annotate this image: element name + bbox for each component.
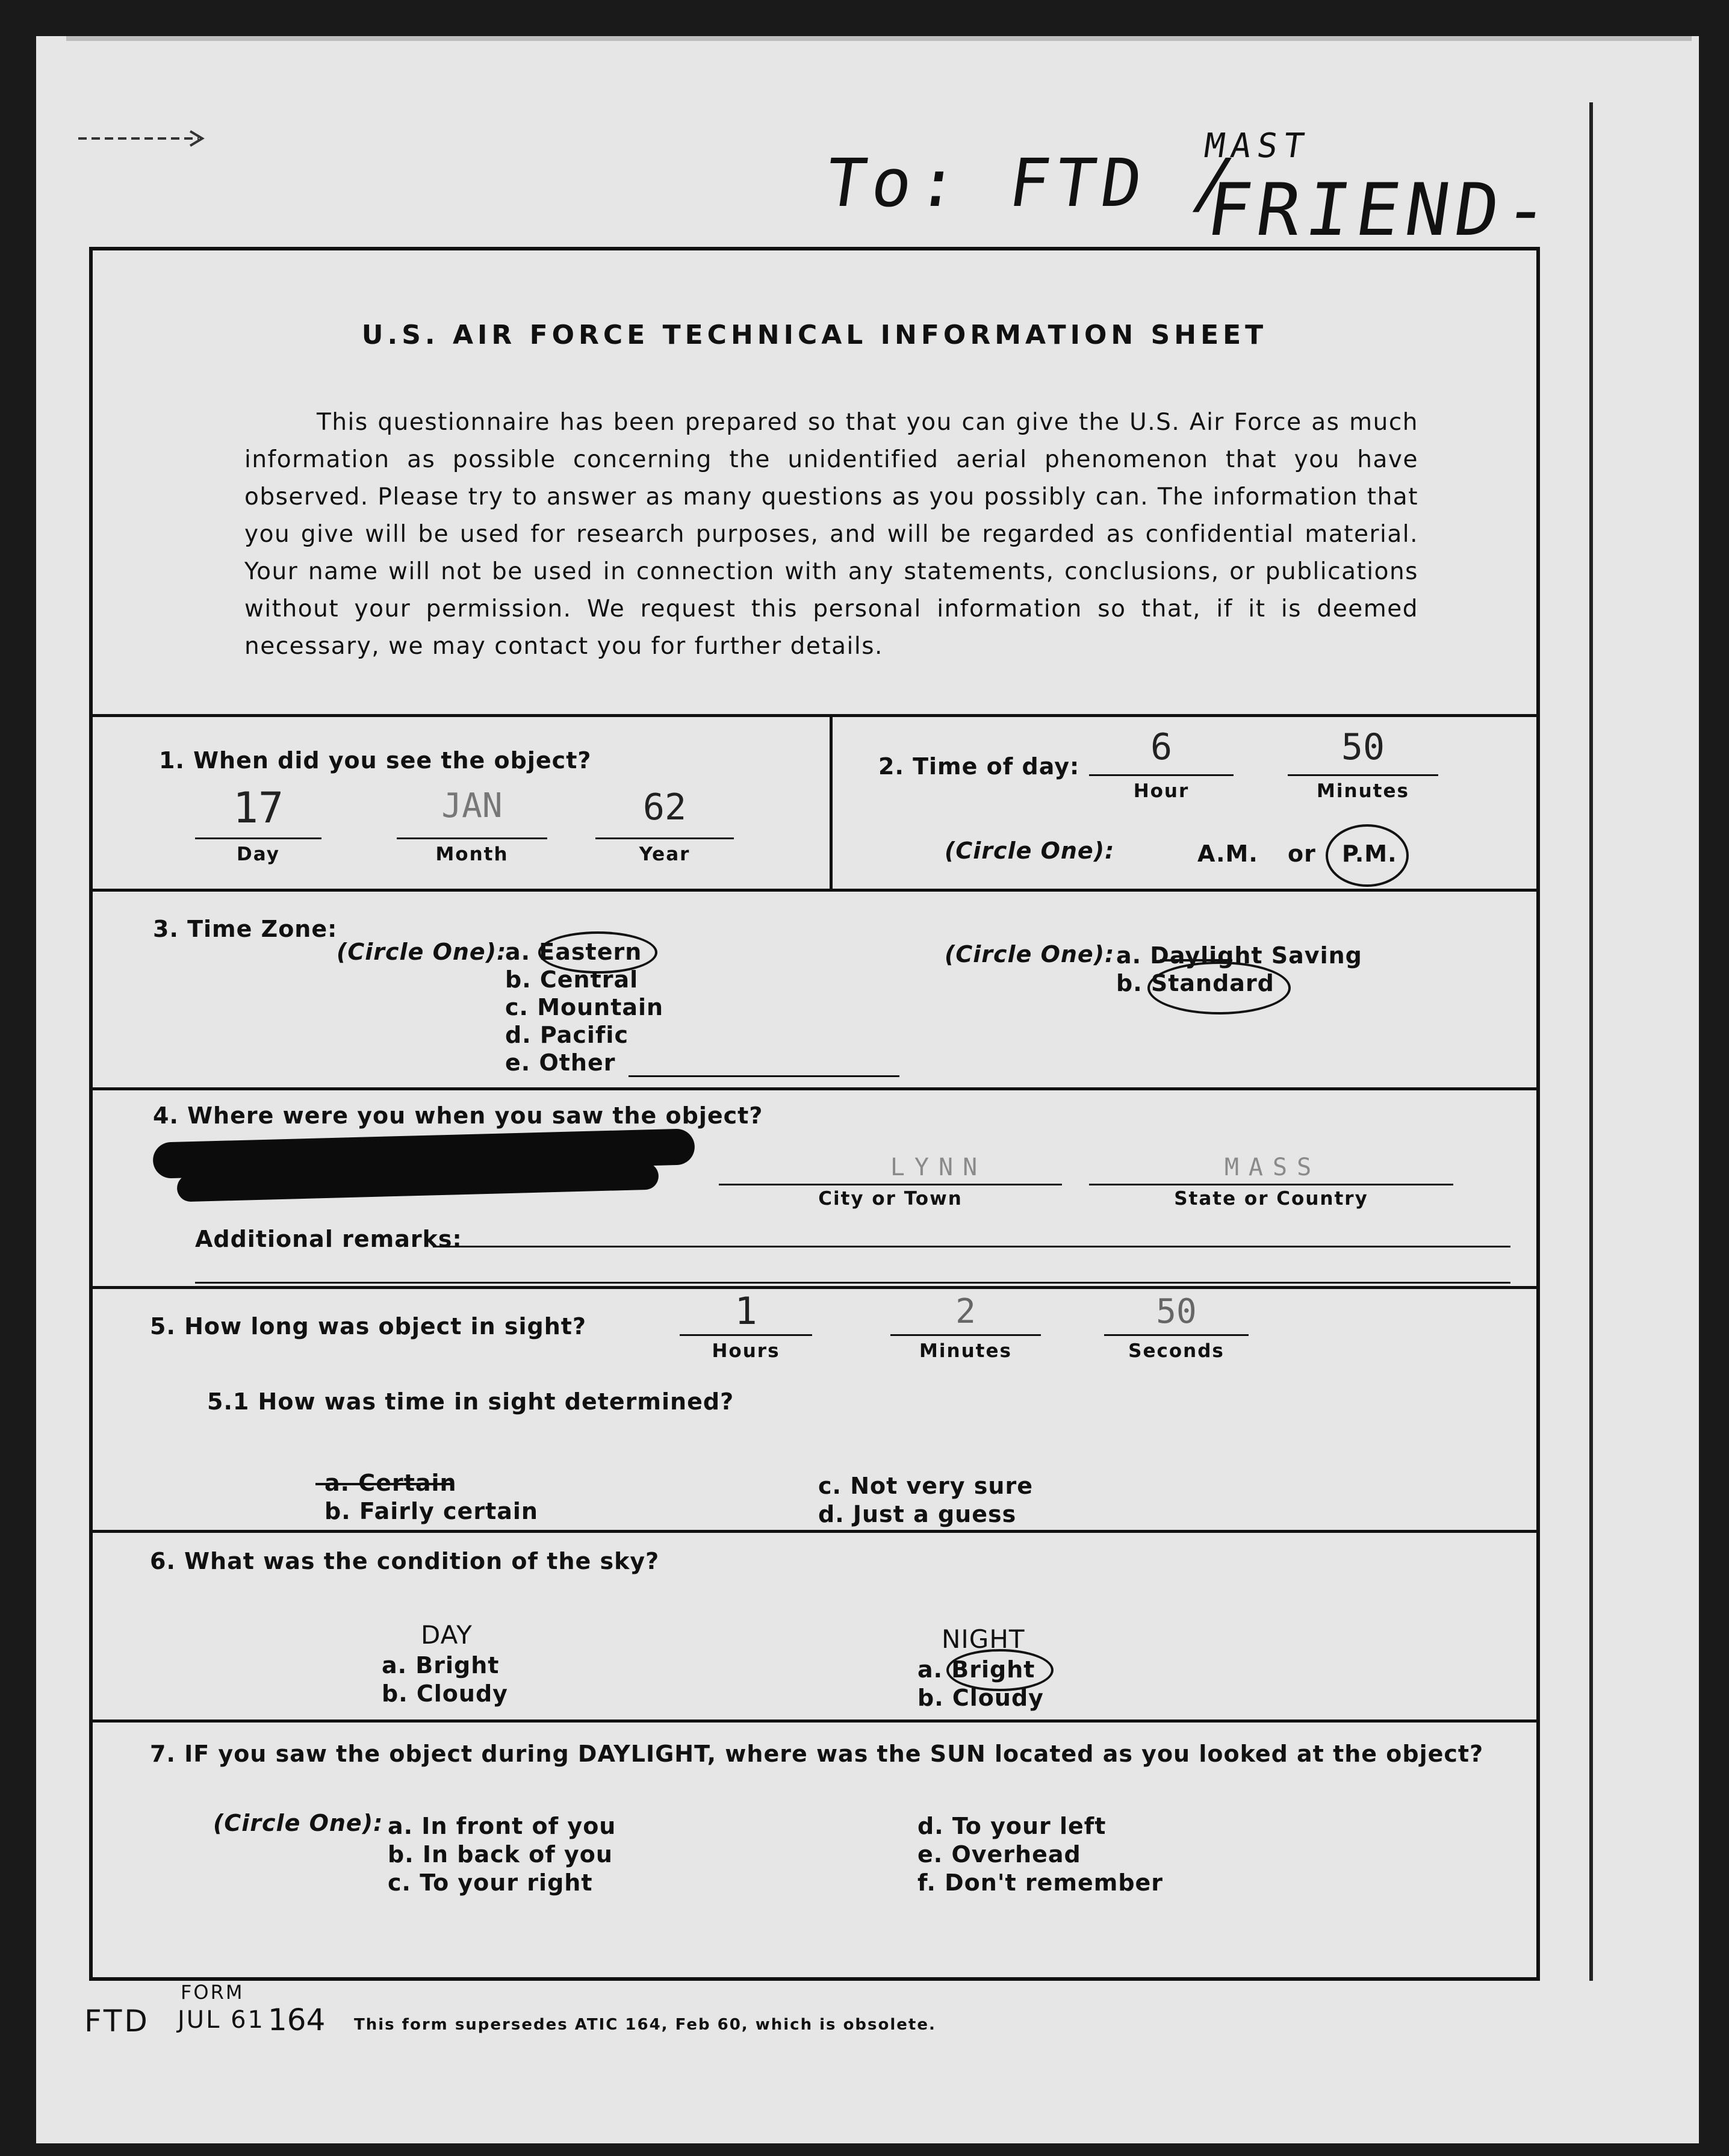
q2-minutes-value[interactable]: 50 (1341, 726, 1385, 768)
q2-minutes-line (1288, 774, 1438, 776)
q1-month-value[interactable]: JAN (441, 786, 503, 825)
footer-form-number: 164 (268, 2002, 326, 2037)
q4-state-value[interactable]: MASS (1224, 1154, 1321, 1181)
q6-question: 6. What was the condition of the sky? (150, 1548, 660, 1574)
q4-city-line (719, 1184, 1062, 1185)
q3-circle-one: (Circle One): (337, 939, 507, 965)
q3-question: 3. Time Zone: (153, 916, 338, 942)
q3-standard-circled-mark (1147, 962, 1291, 1014)
q3-zone-central[interactable]: b. Central (505, 966, 639, 993)
q2-or: or (1288, 840, 1316, 867)
q1-year-label: Year (639, 843, 691, 865)
q7-circle-one: (Circle One): (213, 1810, 383, 1836)
q5-question: 5. How long was object in sight? (150, 1313, 586, 1340)
q4-question: 4. Where were you when you saw the object? (153, 1102, 763, 1129)
q2-question: 2. Time of day: (878, 753, 1080, 780)
q5-minutes-line (890, 1334, 1041, 1336)
footer-form-label: FORM (181, 1981, 244, 2004)
q7-option-right[interactable]: c. To your right (388, 1869, 593, 1896)
q3-standard[interactable]: b. Standard (1116, 970, 1274, 996)
q4-city-label: City or Town (818, 1188, 963, 1210)
q2-hour-label: Hour (1133, 780, 1190, 802)
q1-month-label: Month (435, 843, 509, 865)
q7-option-front[interactable]: a. In front of you (388, 1813, 616, 1839)
q1-day-label: Day (237, 843, 280, 865)
q4-remarks-line-2[interactable] (195, 1282, 1510, 1284)
handwritten-small-note: MAST (1202, 126, 1313, 166)
handwritten-routing-note (816, 126, 1617, 259)
q3-other-line (629, 1075, 899, 1077)
q5-option-just-a-guess[interactable]: d. Just a guess (818, 1501, 1017, 1527)
footer-date: JUL 61 (178, 2006, 265, 2034)
q5-seconds-label: Seconds (1128, 1340, 1225, 1362)
q1-year-line (595, 837, 734, 839)
q6-night-cloudy[interactable]: b. Cloudy (917, 1685, 1044, 1711)
section-q5 (93, 1286, 1536, 1530)
q3-daylight-saving[interactable]: a. Daylight Saving (1116, 942, 1362, 969)
form-footer (84, 1981, 1288, 2053)
form-title: U.S. AIR FORCE TECHNICAL INFORMATION SHEET (361, 320, 1268, 350)
q7-option-left[interactable]: d. To your left (917, 1813, 1107, 1839)
q1-month-line (397, 837, 547, 839)
handwritten-name: FRIEND- (1202, 169, 1560, 252)
q5-hours-value[interactable]: 1 (734, 1289, 757, 1333)
q6-day-bright[interactable]: a. Bright (382, 1652, 500, 1679)
q5-option-fairly-certain[interactable]: b. Fairly certain (324, 1498, 538, 1524)
form-intro-text: This questionnaire has been prepared so that you can give the U.S. Air Force as much information as possible concerning the unidentified aerial phenomenon that you have observed. Please try to answer as many questions as you possibly can. The information that you give will be used for research purposes, and will be regarded as confidential material. Your name will not be used in connection with any statements, conclusions, or publications without your permission. We request this personal information so that, if it is deemed necessary, we may contact you for further details. (244, 409, 1418, 660)
q1-day-value[interactable]: 17 (232, 783, 284, 833)
arrow-icon (78, 126, 211, 151)
q6-day-cloudy[interactable]: b. Cloudy (382, 1680, 508, 1707)
q5-hours-label: Hours (712, 1340, 780, 1362)
section-q4 (93, 1087, 1536, 1286)
q7-option-dont-remember[interactable]: f. Don't remember (917, 1869, 1164, 1896)
q5-option-not-very-sure[interactable]: c. Not very sure (818, 1473, 1033, 1499)
q7-option-back[interactable]: b. In back of you (388, 1841, 613, 1868)
q5-seconds-value[interactable]: 50 (1156, 1292, 1197, 1331)
q2-pm-circled-mark (1326, 824, 1409, 887)
q7-option-overhead[interactable]: e. Overhead (917, 1841, 1081, 1868)
q1-year-value[interactable]: 62 (642, 786, 687, 828)
q6-day-heading: DAY (421, 1620, 473, 1650)
q3-circle-one-2: (Circle One): (945, 941, 1115, 968)
q5-option-certain[interactable]: a. Certain (324, 1470, 457, 1496)
q5-minutes-label: Minutes (919, 1340, 1012, 1362)
q2-pm-option[interactable]: P.M. (1342, 840, 1397, 867)
q3-zone-other[interactable]: e. Other (505, 1049, 616, 1076)
section-q1-q2 (93, 714, 1536, 889)
section-q6 (93, 1530, 1536, 1720)
technical-information-form (89, 247, 1540, 1981)
q2-minutes-label: Minutes (1317, 780, 1409, 802)
q2-circle-one: (Circle One): (945, 837, 1115, 864)
page-edge-line (1589, 102, 1593, 1981)
q3-zone-pacific[interactable]: d. Pacific (505, 1022, 629, 1048)
section-q7 (93, 1720, 1536, 1981)
handwritten-to-line: To: FTD / (821, 144, 1245, 222)
section-divider (830, 717, 833, 892)
q1-question: 1. When did you see the object? (159, 747, 592, 774)
q6-night-bright[interactable]: a. Bright (917, 1656, 1035, 1683)
q2-am-option[interactable]: A.M. (1197, 840, 1258, 867)
q4-city-value[interactable]: LYNN (890, 1154, 987, 1181)
form-intro (244, 404, 1418, 665)
q3-zone-mountain[interactable]: c. Mountain (505, 994, 664, 1021)
q5-certain-mark (315, 1483, 454, 1485)
q4-state-label: State or Country (1174, 1188, 1368, 1210)
q5-sub-question: 5.1 How was time in sight determined? (207, 1388, 734, 1415)
q5-minutes-value[interactable]: 2 (955, 1292, 976, 1331)
q1-day-line (195, 837, 321, 839)
q3-zone-eastern[interactable]: a. Eastern (505, 939, 642, 965)
scan-edge (66, 36, 1692, 41)
q5-seconds-line (1104, 1334, 1249, 1336)
q7-question: 7. IF you saw the object during DAYLIGHT, where was the SUN located as you looked at the object? (150, 1741, 1484, 1767)
footer-ftd: FTD (84, 2004, 150, 2039)
q2-hour-line (1089, 774, 1234, 776)
section-q3 (93, 889, 1536, 1087)
q4-remarks-label: Additional remarks: (195, 1226, 462, 1252)
q4-state-line (1089, 1184, 1453, 1185)
q5-hours-line (680, 1334, 812, 1336)
footer-supersedes-note: This form supersedes ATIC 164, Feb 60, which is obsolete. (354, 2016, 936, 2034)
q6-night-heading: NIGHT (942, 1624, 1025, 1654)
q2-hour-value[interactable]: 6 (1150, 726, 1173, 768)
q4-remarks-line[interactable] (433, 1246, 1510, 1247)
